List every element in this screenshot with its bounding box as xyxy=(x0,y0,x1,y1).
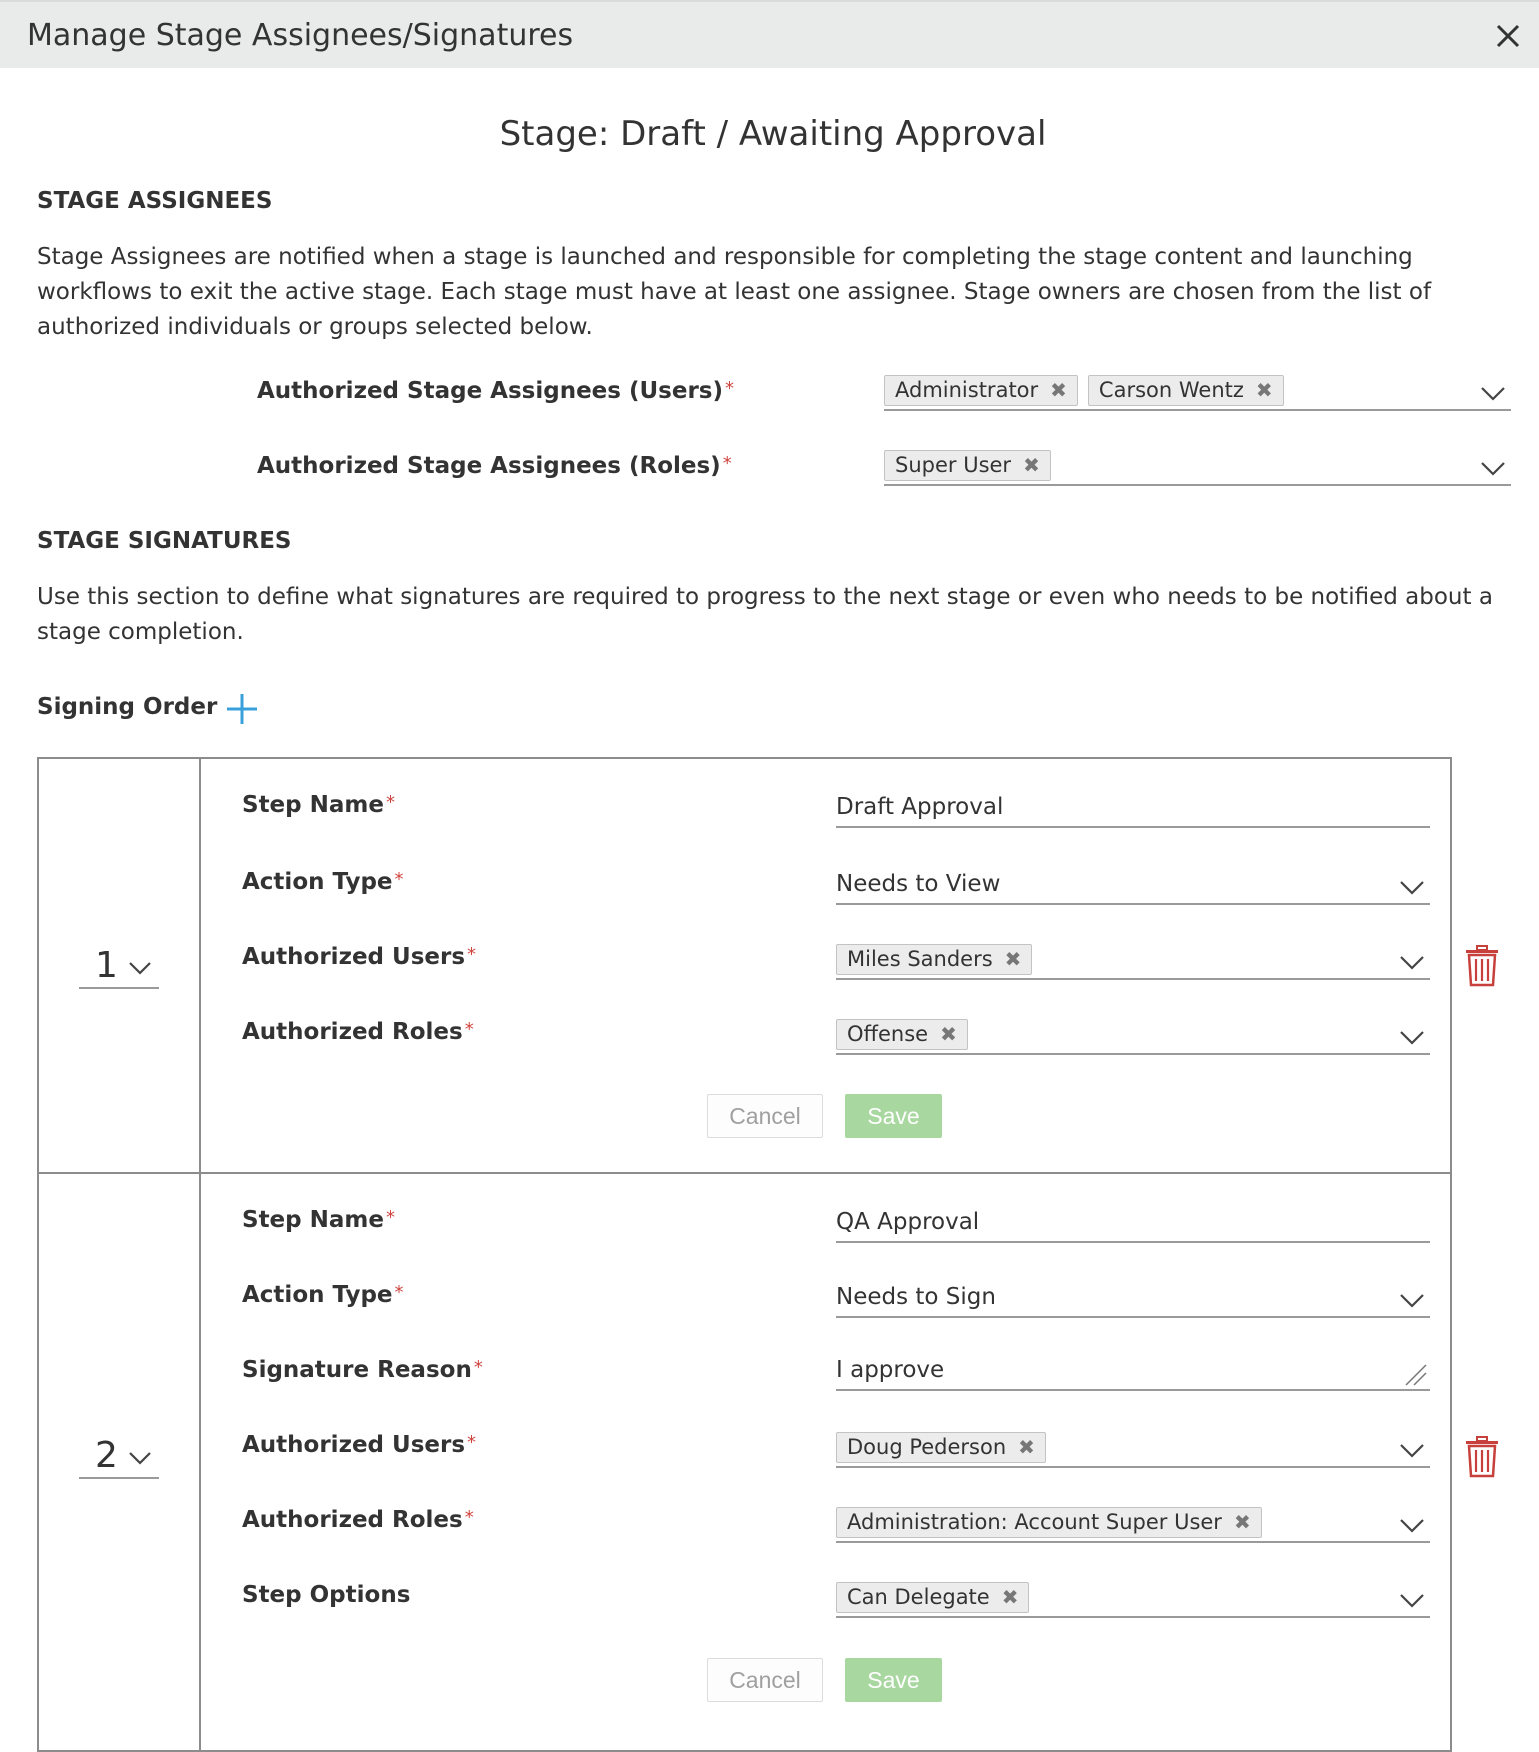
step-name-input[interactable]: Draft Approval xyxy=(836,788,1430,828)
assignees-roles-select[interactable] xyxy=(884,446,1511,486)
chevron-down-icon[interactable] xyxy=(127,1445,153,1471)
save-button[interactable]: Save xyxy=(845,1658,942,1702)
step-order-column xyxy=(39,1174,201,1750)
close-icon[interactable] xyxy=(1490,18,1526,54)
stage-signatures-heading: STAGE SIGNATURES xyxy=(37,528,292,554)
chevron-down-icon[interactable] xyxy=(1398,1286,1426,1314)
signature-reason-label: Signature Reason * xyxy=(242,1357,483,1383)
step-name-label: Step Name * xyxy=(242,1207,395,1233)
step-name-label: Step Name * xyxy=(242,792,395,818)
tag: Can Delegate ✖ xyxy=(836,1582,1029,1613)
delete-step-trash-icon[interactable] xyxy=(1464,945,1500,987)
tag-remove-icon[interactable]: ✖ xyxy=(1023,453,1040,477)
authorized-roles-label: Authorized Roles * xyxy=(242,1507,474,1533)
stage-signatures-description: Use this section to define what signatures are required to progress to the next stage or even who needs to be notified about a stage completion. xyxy=(37,584,1493,645)
step-options-label: Step Options xyxy=(242,1582,411,1608)
chevron-down-icon[interactable] xyxy=(1479,454,1507,482)
authorized-users-label: Authorized Users * xyxy=(242,944,477,970)
tag-remove-icon[interactable]: ✖ xyxy=(940,1022,957,1046)
signing-step-1 xyxy=(37,757,1452,1174)
chevron-down-icon[interactable] xyxy=(1398,1436,1426,1464)
chevron-down-icon[interactable] xyxy=(1398,1586,1426,1614)
action-type-select[interactable]: Needs to Sign xyxy=(836,1278,1430,1318)
action-type-select[interactable]: Needs to View xyxy=(836,865,1430,905)
delete-step-trash-icon[interactable] xyxy=(1464,1436,1500,1478)
resize-grip-icon[interactable] xyxy=(1402,1361,1428,1387)
dialog-title: Manage Stage Assignees/Signatures xyxy=(27,18,574,53)
chevron-down-icon[interactable] xyxy=(1398,873,1426,901)
signing-order-label: Signing Order xyxy=(37,694,218,720)
chevron-down-icon[interactable] xyxy=(1398,1023,1426,1051)
authorized-users-select[interactable] xyxy=(836,940,1430,980)
authorized-users-label: Authorized Users * xyxy=(242,1432,477,1458)
chevron-down-icon[interactable] xyxy=(1479,379,1507,407)
tag-remove-icon[interactable]: ✖ xyxy=(1004,947,1022,971)
signing-step-2 xyxy=(37,1172,1452,1752)
action-type-label: Action Type * xyxy=(242,1282,404,1308)
step-name-input[interactable]: QA Approval xyxy=(836,1203,1430,1243)
signature-reason-textarea[interactable]: I approve xyxy=(836,1351,1430,1391)
assignees-roles-label: Authorized Stage Assignees (Roles) * xyxy=(257,453,732,479)
authorized-roles-select[interactable] xyxy=(836,1015,1430,1055)
tag: Miles Sanders ✖ xyxy=(836,944,1032,975)
stage-title: Stage: Draft / Awaiting Approval xyxy=(499,114,1047,154)
action-type-label: Action Type * xyxy=(242,869,404,895)
tag-remove-icon[interactable]: ✖ xyxy=(1255,378,1273,402)
tag: Carson Wentz ✖ xyxy=(1088,375,1284,406)
authorized-roles-select[interactable] xyxy=(836,1503,1430,1543)
step-order-select[interactable]: 1 xyxy=(79,949,159,989)
dialog-header xyxy=(0,0,1539,68)
step-order-column xyxy=(39,759,201,1172)
tag: Administration: Account Super User ✖ xyxy=(836,1507,1262,1538)
authorized-roles-label: Authorized Roles * xyxy=(242,1019,474,1045)
tag-remove-icon[interactable]: ✖ xyxy=(1233,1510,1251,1534)
stage-assignees-description: Stage Assignees are notified when a stage is launched and responsible for completing the stage content and launching workflows to exit the active stage. Each stage must have at least one assignee. Stage owners are chosen from the list of authorized individuals or groups selected below. xyxy=(37,244,1432,340)
chevron-down-icon[interactable] xyxy=(127,955,153,981)
tag-remove-icon[interactable]: ✖ xyxy=(1018,1435,1035,1459)
cancel-button[interactable]: Cancel xyxy=(707,1094,823,1138)
authorized-users-select[interactable] xyxy=(836,1428,1430,1468)
step-options-select[interactable] xyxy=(836,1578,1430,1618)
chevron-down-icon[interactable] xyxy=(1398,948,1426,976)
add-step-plus-icon[interactable] xyxy=(225,692,259,726)
tag: Super User ✖ xyxy=(884,450,1051,481)
assignees-users-label: Authorized Stage Assignees (Users) * xyxy=(257,378,734,404)
step-order-select[interactable]: 2 xyxy=(79,1439,159,1479)
tag: Doug Pederson ✖ xyxy=(836,1432,1046,1463)
tag: Offense ✖ xyxy=(836,1019,968,1050)
chevron-down-icon[interactable] xyxy=(1398,1511,1426,1539)
stage-assignees-heading: STAGE ASSIGNEES xyxy=(37,188,273,214)
cancel-button[interactable]: Cancel xyxy=(707,1658,823,1702)
tag-remove-icon[interactable]: ✖ xyxy=(1050,378,1067,402)
save-button[interactable]: Save xyxy=(845,1094,942,1138)
tag: Administrator ✖ xyxy=(884,375,1078,406)
assignees-users-select[interactable] xyxy=(884,371,1511,411)
tag-remove-icon[interactable]: ✖ xyxy=(1001,1585,1019,1609)
